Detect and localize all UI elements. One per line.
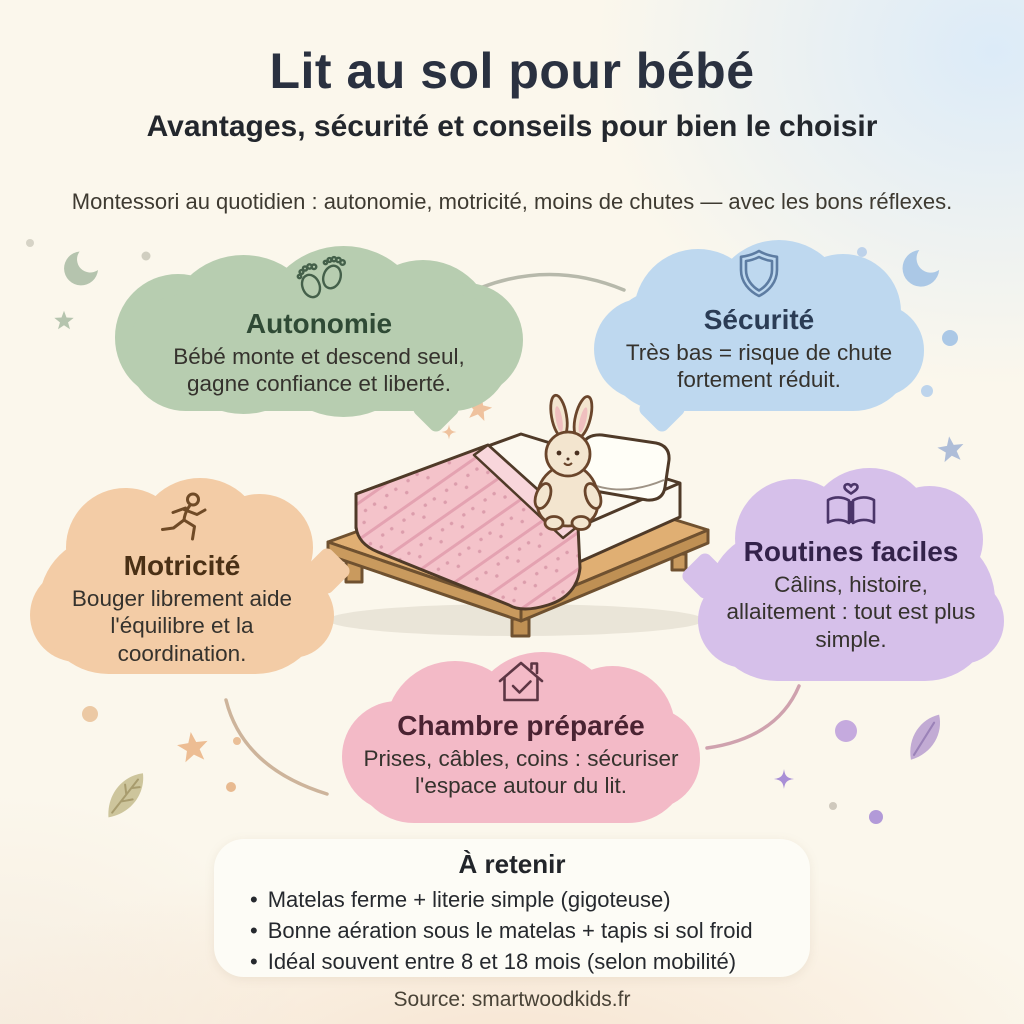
summary-title: À retenir <box>458 849 566 879</box>
summary-box <box>214 839 810 977</box>
cloud-routines <box>698 468 1004 688</box>
cloud-text: Bébé monte et descend seul, gagne confiance et liberté. <box>173 344 465 397</box>
page-title: Lit au sol pour bébé <box>269 43 755 99</box>
cloud-text: Câlins, histoire, allaitement : tout est plus simple. <box>726 572 976 652</box>
star-icon <box>54 311 73 329</box>
dot <box>82 706 98 722</box>
cloud-text: Très bas = risque de chute fortement réduit. <box>625 340 893 393</box>
cloud-title: Motricité <box>123 550 241 581</box>
cloud-text: Prises, câbles, coins : sécuriser l'espace autour du lit. <box>363 746 679 799</box>
cloud-title: Sécurité <box>703 304 815 335</box>
cloud-autonomie <box>115 246 523 416</box>
tagline: Montessori au quotidien : autonomie, motricité, moins de chutes — avec les bons réflexes. <box>71 189 953 214</box>
star-icon <box>936 435 965 463</box>
page-subtitle: Avantages, sécurité et conseils pour bien le choisir <box>146 110 878 143</box>
cloud-title: Routines faciles <box>743 536 959 567</box>
book-heart-icon <box>821 478 881 532</box>
cloud-chambre <box>342 652 700 828</box>
dot <box>835 720 857 742</box>
source-credit: Source: smartwoodkids.fr <box>393 988 631 1011</box>
leaf-icon <box>100 766 152 824</box>
dot <box>226 782 236 792</box>
shield-icon <box>735 248 783 300</box>
house-check-icon <box>493 656 549 706</box>
moon-icon <box>64 252 98 286</box>
cloud-motricite <box>30 478 334 680</box>
dot <box>942 330 958 346</box>
running-child-icon <box>153 490 211 546</box>
footprints-icon <box>286 254 352 304</box>
dot <box>26 239 34 247</box>
star-icon <box>175 730 210 763</box>
leaf-icon <box>902 709 948 765</box>
summary-bullet: • Idéal souvent entre 8 et 18 mois (selon mobilité) <box>250 946 810 977</box>
dot <box>869 810 883 824</box>
connector-line <box>707 686 799 748</box>
cloud-title: Autonomie <box>245 308 393 339</box>
cloud-text: Bouger librement aide l'équilibre et la coordination. <box>71 586 293 666</box>
summary-list <box>214 884 810 977</box>
cloud-title: Chambre préparée <box>397 710 645 741</box>
cloud-securite <box>594 240 924 416</box>
dot <box>829 802 837 810</box>
summary-bullet: • Matelas ferme + literie simple (gigoteuse) <box>250 884 810 915</box>
sparkle-icon <box>774 769 794 789</box>
connector-line <box>226 700 327 794</box>
summary-bullet: • Bonne aération sous le matelas + tapis si sol froid <box>250 915 810 946</box>
dot <box>233 737 241 745</box>
